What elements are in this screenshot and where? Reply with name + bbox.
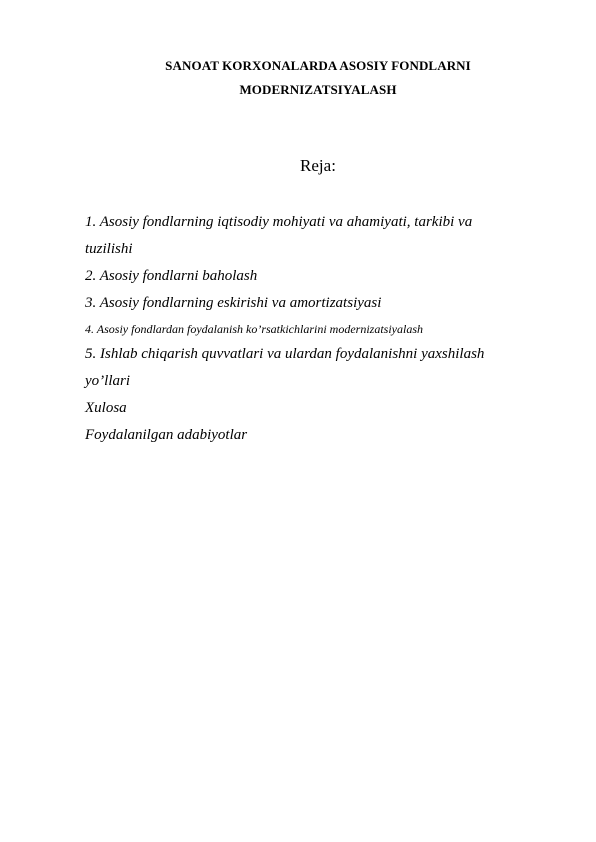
- plan-heading: Reja:: [300, 156, 336, 175]
- plan-item-5-line-1: 5. Ishlab chiqarish quvvatlari va ulardan foydalanishni yaxshilash: [85, 346, 485, 362]
- document-title-line-1: SANOAT KORXONALARDA ASOSIY FONDLARNI: [165, 58, 471, 73]
- plan-item-references: Foydalanilgan adabiyotlar: [85, 427, 248, 443]
- plan-item-conclusion: Xulosa: [85, 400, 127, 416]
- plan-item-5-line-2: yo’llari: [85, 373, 130, 389]
- plan-item-3: 3. Asosiy fondlarning eskirishi va amortizatsiyasi: [85, 295, 382, 311]
- plan-list: [85, 209, 525, 449]
- plan-item-4: 4. Asosiy fondlardan foydalanish ko’rsatkichlarini modernizatsiyalash: [85, 322, 423, 336]
- plan-item-2: 2. Asosiy fondlarni baholash: [85, 268, 258, 284]
- plan-item-1-line-1: 1. Asosiy fondlarning iqtisodiy mohiyati va ahamiyati, tarkibi va: [85, 214, 473, 230]
- plan-item-1-line-2: tuzilishi: [85, 241, 133, 257]
- document-title-line-2: MODERNIZATSIYALASH: [239, 82, 397, 97]
